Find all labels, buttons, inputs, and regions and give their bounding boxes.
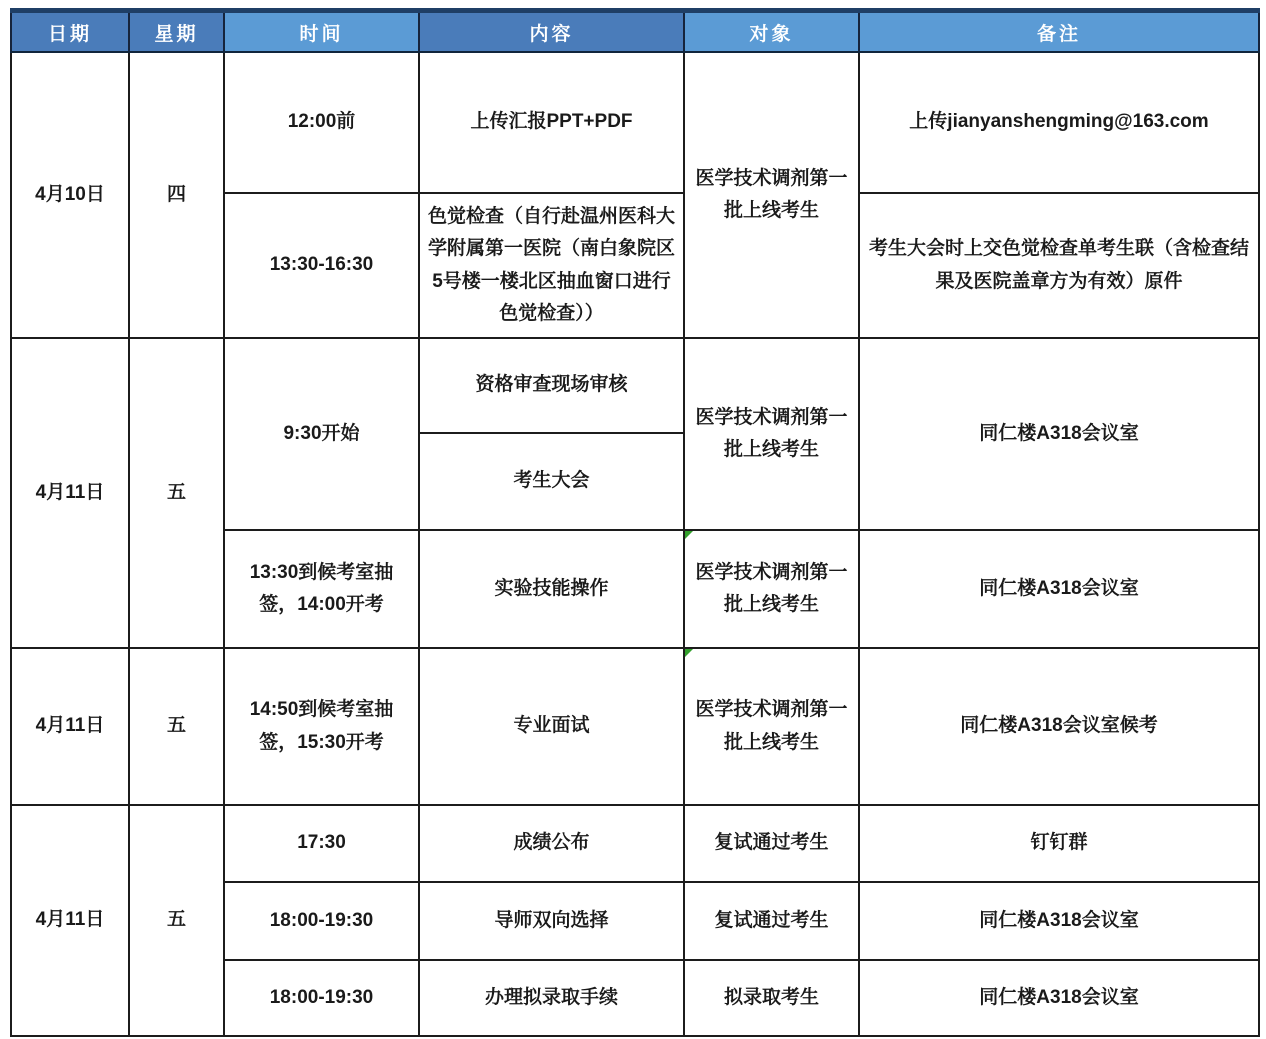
- content-cell: 资格审查现场审核: [419, 338, 684, 433]
- time-cell: 17:30: [224, 805, 419, 882]
- time-cell: 14:50到候考室抽签，15:30开考: [224, 648, 419, 805]
- content-cell: 专业面试: [419, 648, 684, 805]
- note-cell: 同仁楼A318会议室: [859, 530, 1259, 648]
- date-cell: 4月11日: [11, 338, 129, 648]
- header-cell-content: 内容: [419, 11, 684, 53]
- content-cell: 办理拟录取手续: [419, 960, 684, 1036]
- weekday-cell: 五: [129, 805, 224, 1036]
- table-row: [11, 338, 1259, 433]
- note-cell: 考生大会时上交色觉检查单考生联（含检查结果及医院盖章方为有效）原件: [859, 193, 1259, 338]
- note-cell: 同仁楼A318会议室候考: [859, 648, 1259, 805]
- target-cell-label: 医学技术调剂第一批上线考生: [695, 699, 848, 753]
- note-cell: 同仁楼A318会议室: [859, 960, 1259, 1036]
- comment-flag-icon: [685, 649, 693, 657]
- note-cell: 同仁楼A318会议室: [859, 338, 1259, 530]
- date-cell: 4月11日: [11, 805, 129, 1036]
- comment-flag-icon: [685, 531, 693, 539]
- table-row: [11, 52, 1259, 193]
- time-cell: 13:30-16:30: [224, 193, 419, 338]
- header-cell-time: 时间: [224, 11, 419, 53]
- table-row: [11, 805, 1259, 882]
- weekday-cell: 五: [129, 648, 224, 805]
- weekday-cell: 五: [129, 338, 224, 648]
- table-row: [11, 648, 1259, 805]
- header-cell-date: 日期: [11, 11, 129, 53]
- header-cell-target: 对象: [684, 11, 859, 53]
- target-cell: 复试通过考生: [684, 805, 859, 882]
- target-cell: [684, 648, 859, 805]
- note-cell: 同仁楼A318会议室: [859, 882, 1259, 960]
- note-cell: 钉钉群: [859, 805, 1259, 882]
- header-cell-note: 备注: [859, 11, 1259, 53]
- target-cell: 医学技术调剂第一批上线考生: [684, 338, 859, 530]
- schedule-table: [10, 8, 1260, 1037]
- table-header-row: [11, 11, 1259, 53]
- target-cell: 医学技术调剂第一批上线考生: [684, 52, 859, 338]
- content-cell: 上传汇报PPT+PDF: [419, 52, 684, 193]
- content-cell: 实验技能操作: [419, 530, 684, 648]
- target-cell: 拟录取考生: [684, 960, 859, 1036]
- target-cell: 复试通过考生: [684, 882, 859, 960]
- time-cell: 9:30开始: [224, 338, 419, 530]
- date-cell: 4月10日: [11, 52, 129, 338]
- target-cell: [684, 530, 859, 648]
- time-cell: 13:30到候考室抽签，14:00开考: [224, 530, 419, 648]
- header-cell-week: 星期: [129, 11, 224, 53]
- time-cell: 18:00-19:30: [224, 960, 419, 1036]
- target-cell-label: 医学技术调剂第一批上线考生: [695, 561, 848, 615]
- time-cell: 18:00-19:30: [224, 882, 419, 960]
- note-cell: 上传jianyanshengming@163.com: [859, 52, 1259, 193]
- content-cell: 成绩公布: [419, 805, 684, 882]
- date-cell: 4月11日: [11, 648, 129, 805]
- content-cell: 色觉检查（自行赴温州医科大学附属第一医院（南白象院区5号楼一楼北区抽血窗口进行色觉检查））: [419, 193, 684, 338]
- content-cell: 考生大会: [419, 433, 684, 530]
- weekday-cell: 四: [129, 52, 224, 338]
- content-cell: 导师双向选择: [419, 882, 684, 960]
- time-cell: 12:00前: [224, 52, 419, 193]
